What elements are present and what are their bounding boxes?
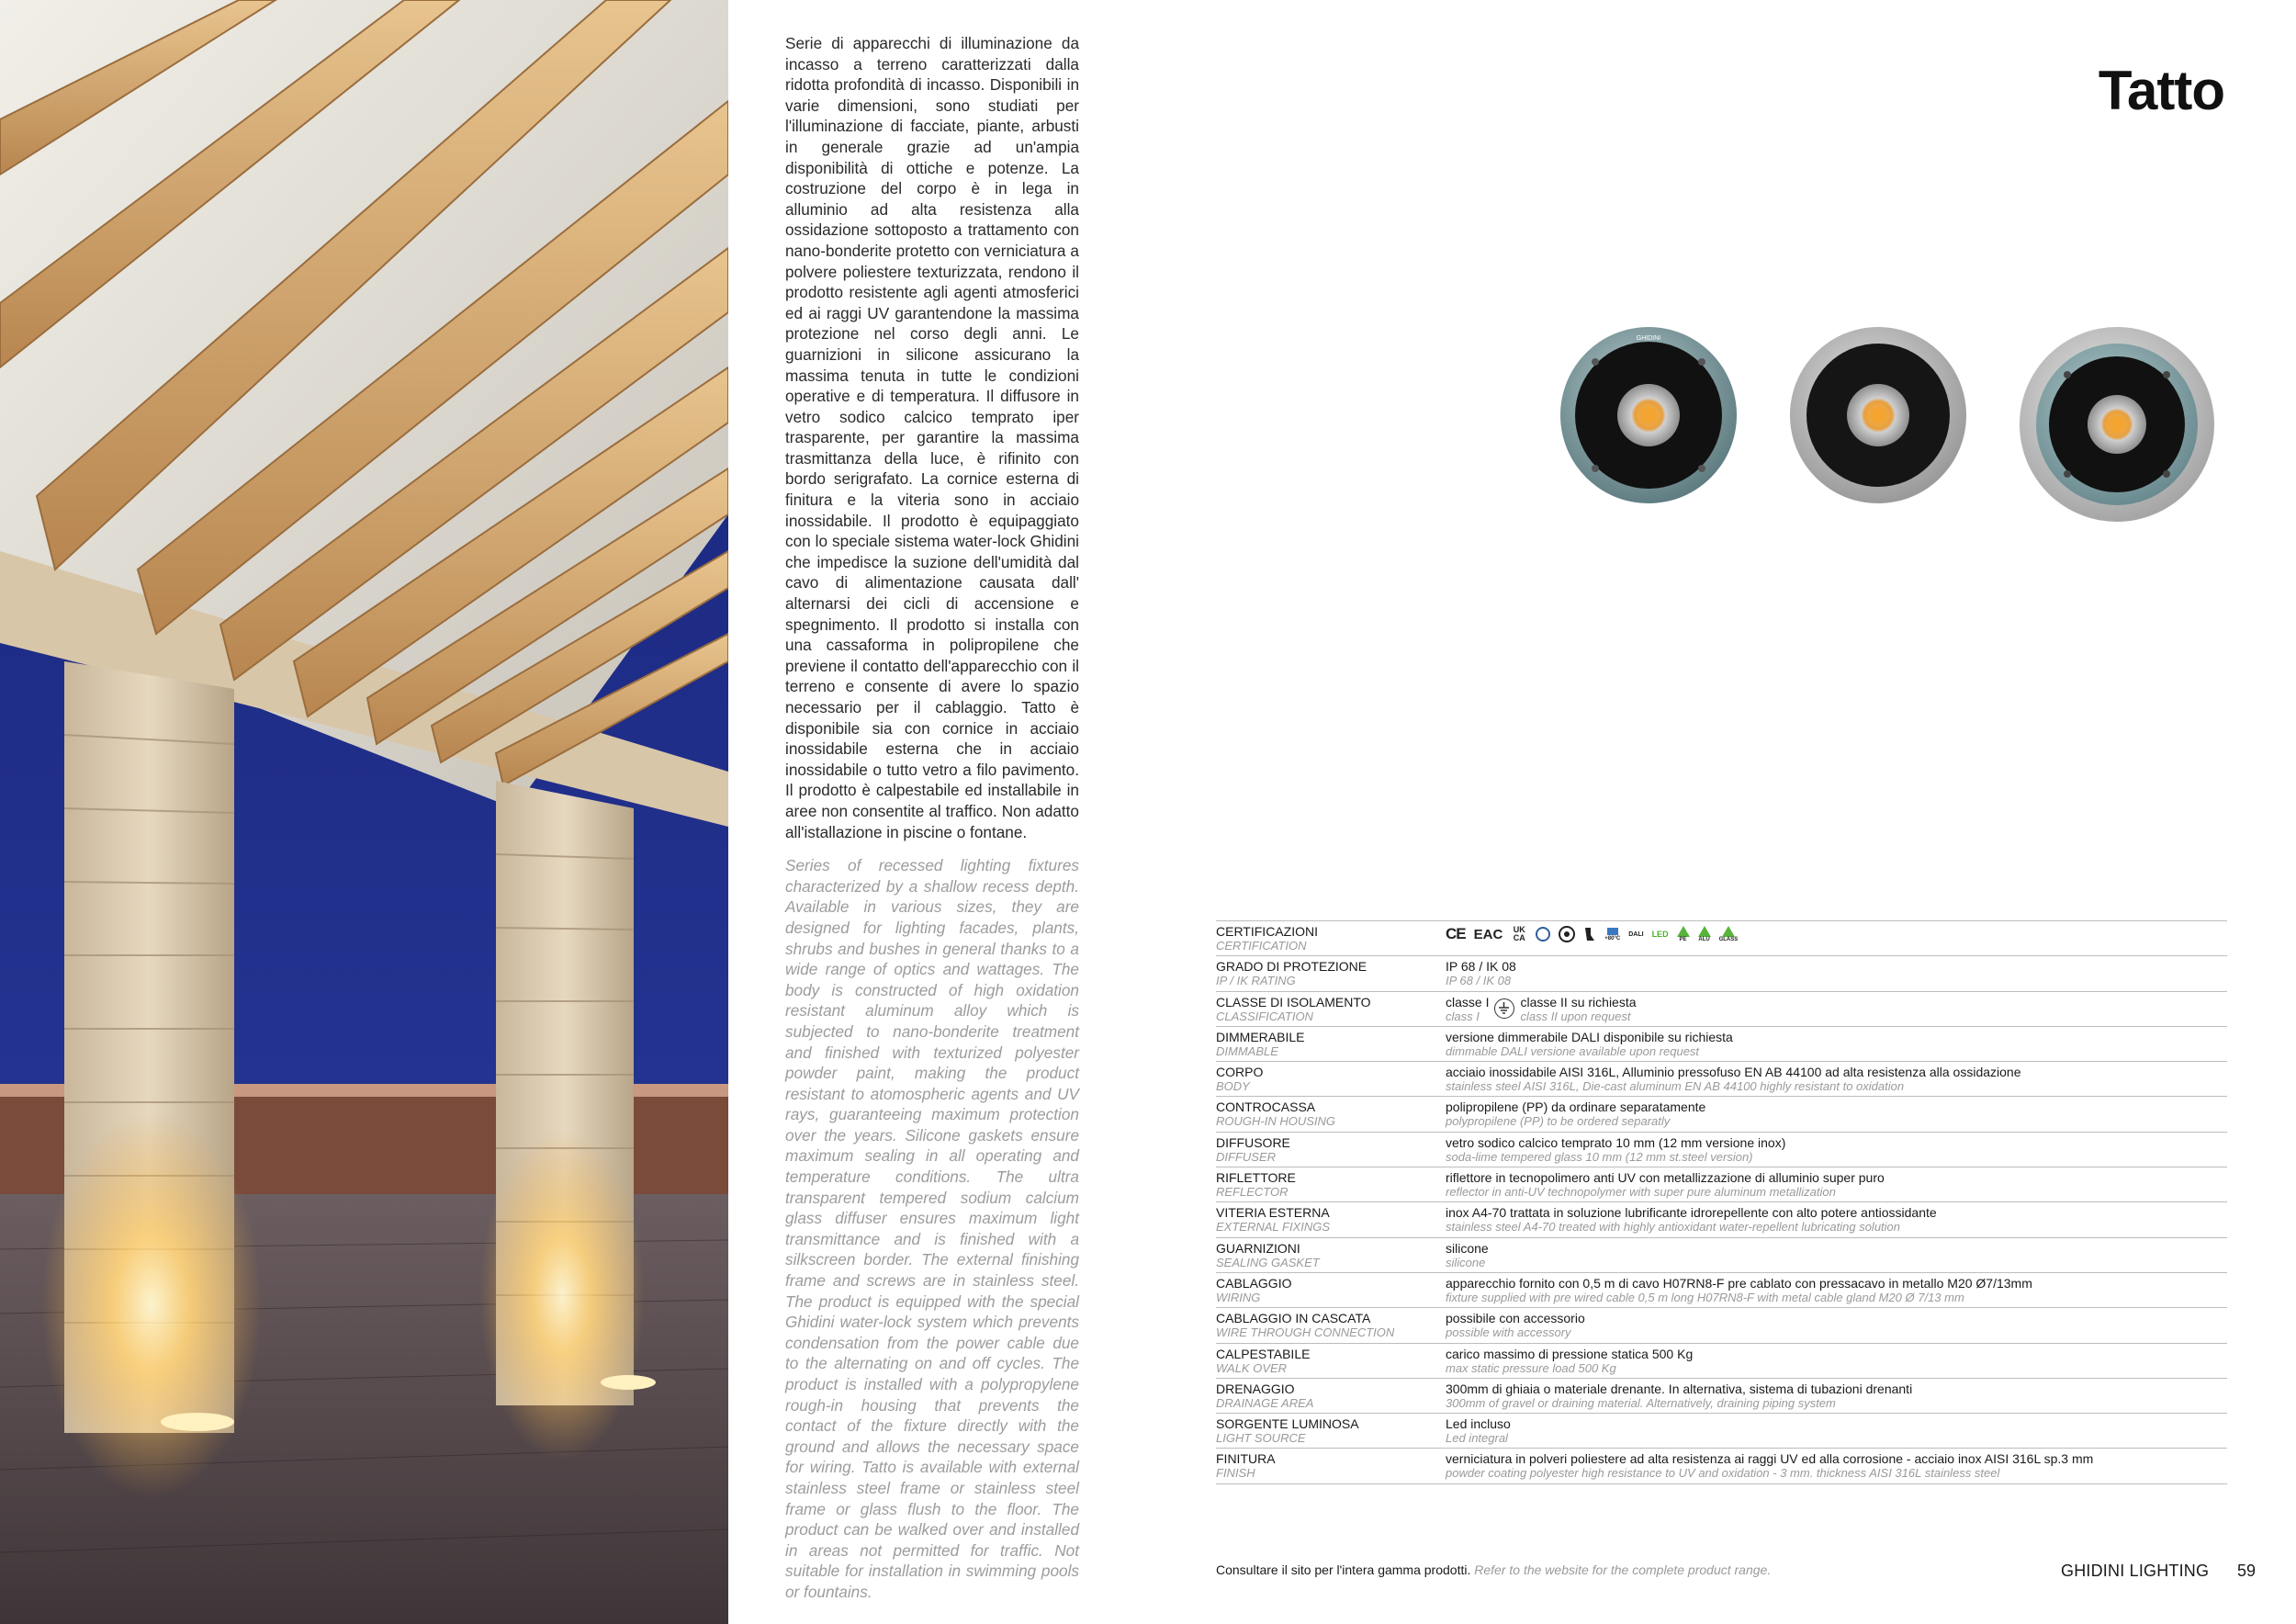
spec-label: CERTIFICAZIONI [1216,924,1318,939]
footer-note-it: Consultare il sito per l'intera gamma prodotti. [1216,1562,1471,1577]
product-tatto-steel [1786,323,1970,507]
ce-mark-icon: CE [1446,925,1466,942]
pressure-icon [1583,926,1596,942]
page-number: 59 [2237,1562,2257,1580]
recycle-alu-icon: ALU [1698,926,1711,942]
spec-row-class: CLASSE DI ISOLAMENTO CLASSIFICATION classe I class I classe II su richiesta class II upon request [1216,992,2227,1027]
spec-row-certifications [1216,921,2227,956]
spec-row-dimmable: DIMMERABILE DIMMABLE versione dimmerabile DALI disponibile su richiesta dimmable DALI versione available upon request [1216,1027,2227,1062]
spec-row-drainage: DRENAGGIO DRAINAGE AREA 300mm di ghiaia o materiale drenante. In alternativa, sistema di tubazioni drenanti 300mm of gravel or draining material. Alternatively, draining piping system [1216,1379,2227,1414]
intro-english: Series of recessed lighting fixtures characterized by a shallow recess depth. Available in various sizes, they are designed for lighting facades, plants, shrubs and bushes in general thanks to a wide range of optics and wattages. The body is constructed of high oxidation resistant aluminum alloy which is subjected to nano-bonderite treatment and finished with texturized polyester powder paint, making the product resistant to atomospheric agents and UV rays, guaranteeing maximum protection over the years. Silicone gaskets ensure maximum sealing in all operating and temperature conditions. The ultra transparent tempered sodium calcium glass diffuser ensures maximum light transmittance and is finished with a silkscreen border. The external finishing frame and screws are in stainless steel. The product is equipped with the special Ghidini water-lock system which prevents condensation from the power cable due to the alternating on and off cycles. The product is installed with a polypropylene rough-in housing that prevents the contact of the fixture directly with the ground and allows the necessary space for wiring. Tatto is available with external stainless steel frame or stainless steel frame or glass flush to the floor. The product can be walked over and installed in areas not permitted for traffic. Not suitable for installation in swimming pools or fountains. [785,856,1079,1601]
intro-column [785,33,1079,1603]
product-logo: GHIDINI [1636,335,1661,342]
spec-row-wire-through: CABLAGGIO IN CASCATA WIRE THROUGH CONNECTION possibile con accessorio possible with accessory [1216,1308,2227,1343]
recycle-glass-icon: GLASS [1719,926,1739,942]
spec-row-body: CORPO BODY acciaio inossidabile AISI 316L, Alluminio pressofuso EN AB 44100 ad alta resistenza alla ossidazione stainless steel AISI 316L, Die-cast aluminum EN AB 44100 highly resistant to oxidation [1216,1062,2227,1097]
recycle-pe-icon: PE [1677,926,1690,942]
spec-row-light-source: SORGENTE LUMINOSA LIGHT SOURCE Led incluso Led integral [1216,1414,2227,1449]
ukca-mark-icon: UK CA [1513,925,1525,942]
footer-brand: GHIDINI LIGHTING [2061,1562,2210,1580]
spec-row-wiring: CABLAGGIO WIRING apparecchio fornito con 0,5 m di cavo H07RN8-F pre cablato con pressacavo in metallo M20 Ø7/13mm fixture supplied with pre wired cable 0,5 m long H07RN8-F with metal cable gland M20 Ø 7/13 mm [1216,1273,2227,1308]
hot-temp-icon: +80°C [1604,927,1620,942]
product-tatto-glass [2016,323,2218,525]
pergola-photo [0,0,728,1624]
spec-row-walk-over: CALPESTABILE WALK OVER carico massimo di pressione statica 500 Kg max static pressure load 500 Kg [1216,1344,2227,1379]
footer-note [1216,1562,1771,1577]
enec-icon [1536,927,1550,942]
spec-row-diffuser: DIFFUSORE DIFFUSER vetro sodico calcico temprato 10 mm (12 mm versione inox) soda-lime tempered glass 10 mm (12 mm st.steel version) [1216,1133,2227,1167]
product-tatto-green [1557,323,1740,507]
ground-symbol-icon [1494,998,1514,1019]
intro-italian: Serie di apparecchi di illuminazione da incasso a terreno caratterizzati dalla ridotta profondità di incasso. Disponibili in varie dimensioni, sono studiati per l'illuminazione di facciate, piante, arbusti in generale grazie ad un'ampia disponibilità di ottiche e potenze. La costruzione del corpo è in lega in alluminio ad alta resistenza alla ossidazione sottoposto a trattamento con nano-bonderite protetto con verniciatura a polvere poliestere texturizzata, rendono il prodotto resistente agli agenti atmosferici ed ai raggi UV garantendone la massima protezione nel corso degli anni. Le guarnizioni in silicone assicurano la massima tenuta in tutte le condizioni operative e di temperatura. Il diffusore in vetro sodico calcico temprato iper trasparente, per garantire la massima trasmittanza della luce, è rifinito con bordo serigrafato. La cornice esterna di finitura e la viteria sono in acciaio inossidabile. Il prodotto è equipaggiato con lo speciale sistema water-lock Ghidini che impedisce la suzione dell'umidità dal cavo di alimentazione causata dall' alternarsi dei cicli di accensione e spegnimento. Il prodotto si installa con una cassaforma in polipropilene che previene il contatto dell'apparecchio con il terreno e consente di avere lo spazio necessario per il cablaggio. Tatto è disponibile sia con cornice in acciaio inossidabile esterna che in acciaio inossidabile o tutto vetro a filo pavimento. Il prodotto è calpestabile ed installabile in aree non consentite al traffico. Non adatto all'istallazione in piscine o fontane. [785,34,1079,841]
class-mark-icon [1559,926,1575,942]
dali-icon: DALI [1628,930,1644,938]
spec-table [1216,920,2227,1484]
spec-row-ip: GRADO DI PROTEZIONE IP / IK RATING IP 68 / IK 08 IP 68 / IK 08 [1216,956,2227,991]
footer-note-en: Refer to the website for the complete product range. [1474,1562,1772,1577]
spec-row-finish: FINITURA FINISH verniciatura in polveri poliestere ad alta resistenza ai raggi UV ed alla corrosione - acciaio inox AISI 316L sp.3 mm powder coating polyester high resistance to UV and oxidation - 3 mm. thickness AISI 316L stainless steel [1216,1449,2227,1483]
spec-label-en: CERTIFICATION [1216,939,1307,953]
spec-row-gasket: GUARNIZIONI SEALING GASKET silicone silicone [1216,1238,2227,1273]
eac-mark-icon: EAC [1473,926,1503,942]
spec-row-reflector: RIFLETTORE REFLECTOR riflettore in tecnopolimero anti UV con metallizzazione di alluminio super puro reflector in anti-UV technopolymer with super pure aluminum metallization [1216,1167,2227,1202]
led-icon: LED [1651,930,1669,939]
page-title: Tatto [2098,60,2224,121]
spec-row-housing: CONTROCASSA ROUGH-IN HOUSING polipropilene (PP) da ordinare separatamente polypropilene (PP) to be ordered separatly [1216,1097,2227,1132]
certification-icons [1446,924,2227,944]
product-images [1557,323,2218,525]
spec-row-fixings: VITERIA ESTERNA EXTERNAL FIXINGS inox A4-70 trattata in soluzione lubrificante idrorepellente con alto potere antiossidante stainless steel A4-70 treated with highly antioxidant water-repellent lubricating solution [1216,1202,2227,1237]
